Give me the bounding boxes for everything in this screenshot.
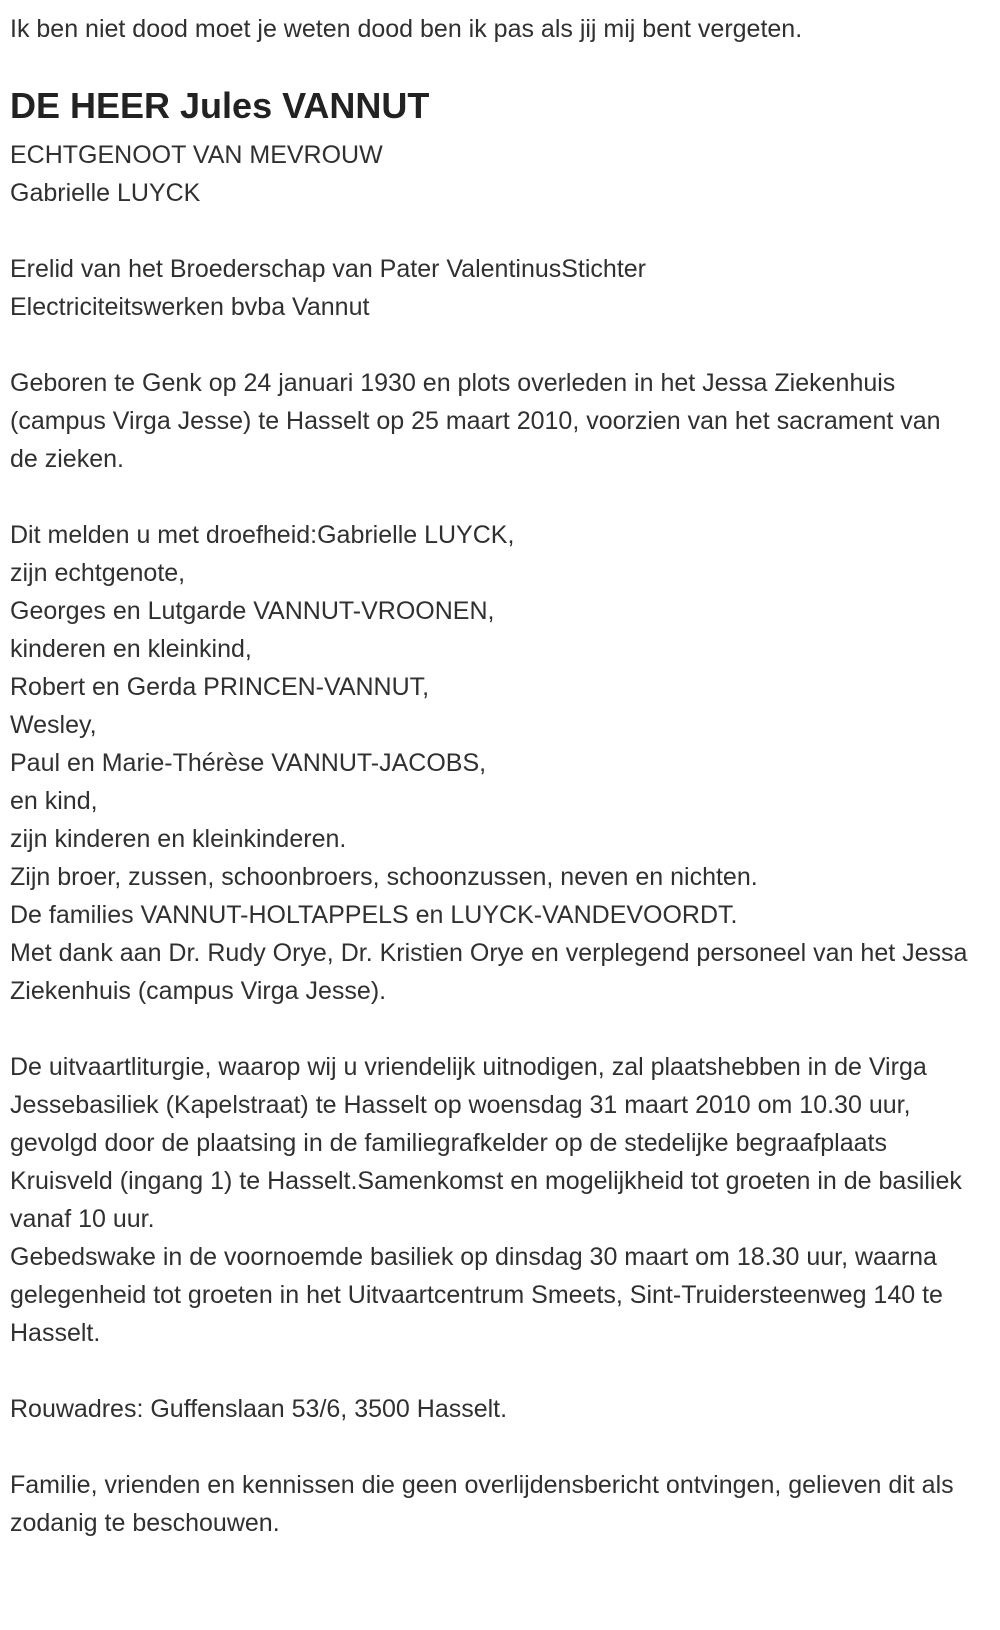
honor-line: Erelid van het Broederschap van Pater ValentinusStichter: [10, 255, 647, 283]
mourner-line: Paul en Marie-Thérèse VANNUT-JACOBS,: [10, 749, 487, 777]
mourner-line: en kind,: [10, 787, 98, 815]
mourner-line: De families VANNUT-HOLTAPPELS en LUYCK-VANDEVOORDT.: [10, 901, 738, 929]
mourning-address: Rouwadres: Guffenslaan 53/6, 3500 Hasselt.: [10, 1395, 508, 1423]
mourner-line: Robert en Gerda PRINCEN-VANNUT,: [10, 673, 430, 701]
mourner-line: Georges en Lutgarde VANNUT-VROONEN,: [10, 597, 495, 625]
mourner-line: Zijn broer, zussen, schoonbroers, schoonzussen, neven en nichten.: [10, 863, 758, 891]
spouse-name: Gabrielle LUYCK: [10, 179, 201, 207]
honor-line: Electriciteitswerken bvba Vannut: [10, 293, 370, 321]
mourner-line: zijn echtgenote,: [10, 559, 186, 587]
mourners-block: [10, 516, 970, 1010]
mourner-line: Dit melden u met droefheid:Gabrielle LUYCK,: [10, 521, 515, 549]
mourner-line: kinderen en kleinkind,: [10, 635, 252, 663]
mourner-line: Met dank aan Dr. Rudy Orye, Dr. Kristien Orye en verplegend personeel van het Jessa Ziekenhuis (campus Virga Jesse).: [10, 939, 968, 1005]
funeral-arrangements-block: [10, 1048, 970, 1352]
deceased-name-title: DE HEER Jules VANNUT: [10, 85, 430, 126]
deceased-header-block: [10, 84, 970, 212]
spouse-label: ECHTGENOOT VAN MEVROUW: [10, 141, 383, 169]
life-dates-paragraph: Geboren te Genk op 24 januari 1930 en plots overleden in het Jessa Ziekenhuis (campus Virga Jesse) te Hasselt op 25 maart 2010, voorzien van het sacrament van de zieken.: [10, 369, 941, 473]
epigraph-quote: Ik ben niet dood moet je weten dood ben ik pas als jij mij bent vergeten.: [10, 15, 803, 43]
mourner-line: zijn kinderen en kleinkinderen.: [10, 825, 347, 853]
wake-paragraph: Gebedswake in de voornoemde basiliek op dinsdag 30 maart om 18.30 uur, waarna gelegenheid tot groeten in het Uitvaartcentrum Smeets, Sint-Truidersteenweg 140 te Hasselt.: [10, 1243, 943, 1347]
funeral-liturgy-paragraph: De uitvaartliturgie, waarop wij u vriendelijk uitnodigen, zal plaatshebben in de Virga Jessebasiliek (Kapelstraat) te Hasselt op woensdag 31 maart 2010 om 10.30 uur, gevolgd door de plaatsing in de familiegrafkelder op de stedelijke begraafplaats Kruisveld (ingang 1) te Hasselt.Samenkomst en mogelijkheid tot groeten in de basiliek vanaf 10 uur.: [10, 1053, 962, 1233]
closing-notice: Familie, vrienden en kennissen die geen overlijdensbericht ontvingen, gelieven dit als zodanig te beschouwen.: [10, 1471, 954, 1537]
honors-block: [10, 250, 970, 326]
mourner-line: Wesley,: [10, 711, 97, 739]
